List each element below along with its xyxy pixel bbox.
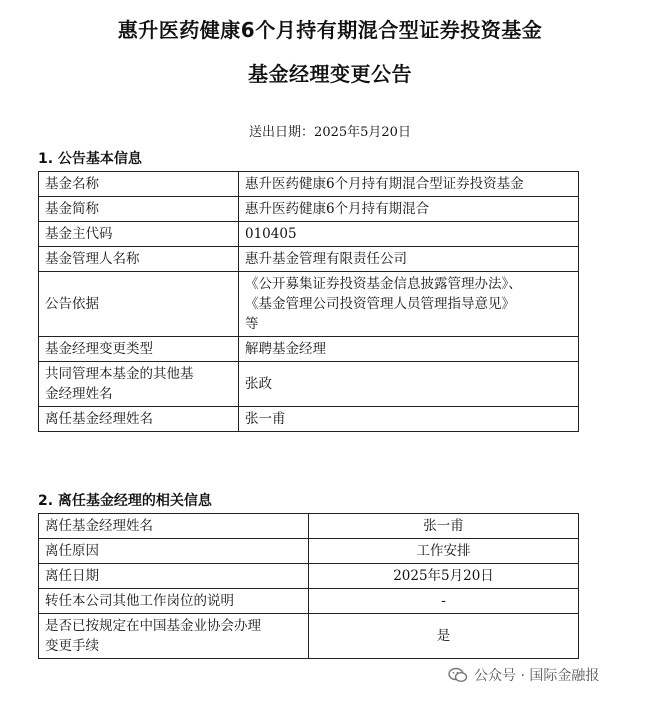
row-label [39, 362, 239, 407]
table-row [39, 614, 579, 659]
table-row [39, 222, 579, 247]
row-label [39, 614, 309, 659]
row-value: 工作安排 [309, 539, 579, 564]
document-title-line1: 惠升医药健康6个月持有期混合型证券投资基金 [117, 18, 543, 42]
row-value: 2025年5月20日 [309, 564, 579, 589]
label-line: 共同管理本基金的其他基 [45, 366, 194, 382]
table-row [39, 337, 579, 362]
row-label: 离任日期 [39, 564, 309, 589]
row-value: 张一甫 [309, 514, 579, 539]
row-label: 离任基金经理姓名 [39, 514, 309, 539]
row-label: 离任原因 [39, 539, 309, 564]
table-row [39, 247, 579, 272]
label-line: 是否已按规定在中国基金业协会办理 [45, 618, 261, 634]
row-value: 张政 [239, 362, 579, 407]
section1-heading: 1. 公告基本信息 [38, 151, 142, 167]
table-row [39, 197, 579, 222]
table-row [39, 589, 579, 614]
table-row [39, 539, 579, 564]
table-row [39, 407, 579, 432]
row-value: 解聘基金经理 [239, 337, 579, 362]
row-label: 基金主代码 [39, 222, 239, 247]
value-line: 《基金管理公司投资管理人员管理指导意见》 [245, 296, 515, 312]
label-line: 变更手续 [45, 638, 99, 654]
table-row [39, 272, 579, 337]
value-line: 等 [245, 316, 259, 332]
publish-date: 送出日期：2025年5月20日 [249, 125, 411, 140]
watermark [448, 665, 599, 685]
row-value: 惠升基金管理有限责任公司 [239, 247, 579, 272]
row-label: 基金简称 [39, 197, 239, 222]
label-line: 金经理姓名 [45, 386, 113, 402]
table-row [39, 362, 579, 407]
table-row [39, 514, 579, 539]
row-value: 惠升医药健康6个月持有期混合型证券投资基金 [239, 172, 579, 197]
row-value: 是 [309, 614, 579, 659]
row-label: 离任基金经理姓名 [39, 407, 239, 432]
wechat-icon [448, 667, 468, 683]
watermark-text: 公众号 · 国际金融报 [474, 668, 600, 684]
departing-manager-table [38, 513, 579, 659]
row-value: - [309, 589, 579, 614]
row-label: 公告依据 [39, 272, 239, 337]
row-label: 基金经理变更类型 [39, 337, 239, 362]
row-value [239, 272, 579, 337]
table-row [39, 172, 579, 197]
row-label: 基金管理人名称 [39, 247, 239, 272]
section2-heading: 2. 离任基金经理的相关信息 [38, 493, 212, 509]
basic-info-table [38, 171, 579, 432]
row-label: 转任本公司其他工作岗位的说明 [39, 589, 309, 614]
value-line: 《公开募集证券投资基金信息披露管理办法》、 [245, 276, 522, 292]
table-row [39, 564, 579, 589]
document-title-line2: 基金经理变更公告 [248, 62, 412, 86]
row-label: 基金名称 [39, 172, 239, 197]
row-value: 010405 [239, 222, 579, 247]
row-value: 惠升医药健康6个月持有期混合 [239, 197, 579, 222]
row-value: 张一甫 [239, 407, 579, 432]
